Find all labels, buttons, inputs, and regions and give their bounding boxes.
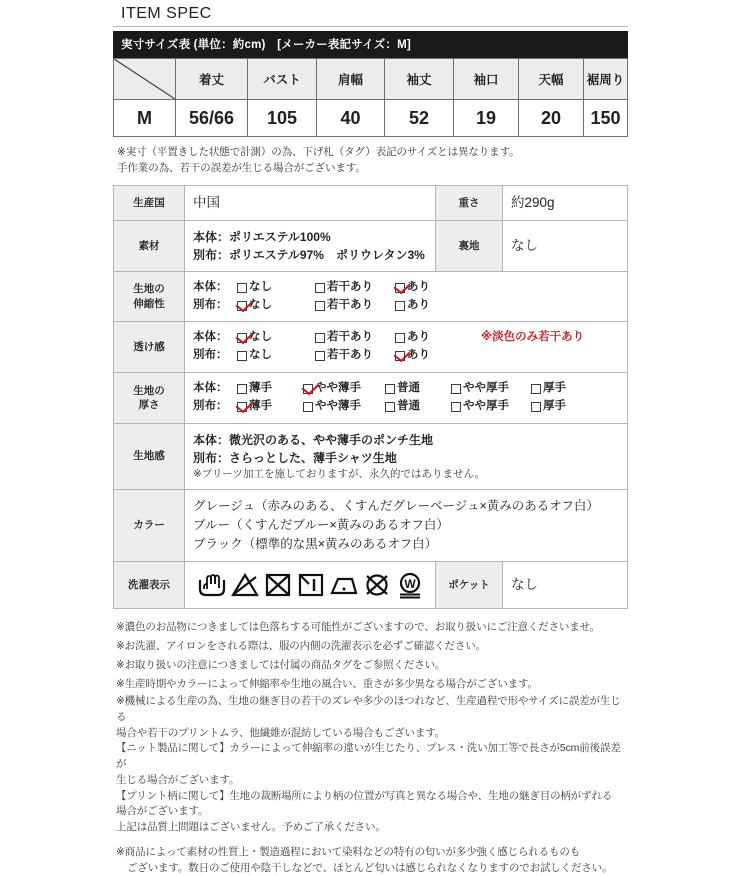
option-label: 若干あり [327, 298, 373, 311]
checkbox-icon[interactable] [303, 402, 313, 412]
stretch-label-line-1: 生地の [133, 283, 165, 296]
sheer-body-prefix: 本体： [193, 331, 228, 344]
checkbox-checked-icon[interactable] [237, 333, 247, 343]
option-label: やや厚手 [463, 382, 509, 395]
stretch-value [185, 271, 628, 322]
no-tumble-dry-icon [263, 571, 293, 599]
checkbox-icon[interactable] [315, 351, 325, 361]
stretch-other-option-1[interactable] [315, 297, 395, 315]
fabric-feel-label: 生地感 [114, 423, 185, 490]
footnote-6b: 生じる場合がございます。 [116, 773, 240, 786]
wet-clean-icon [395, 571, 425, 599]
footnote-9a: ※商品によって素材の性質上・製造過程において染料などの特有の匂いが多少強く感じられるものも [116, 845, 581, 858]
sheer-body-row [193, 329, 619, 347]
weight-value: 約290g [503, 185, 628, 220]
thickness-other-prefix: 別布： [193, 399, 228, 412]
sheer-body-option-0[interactable] [237, 329, 315, 347]
size-cell-0: 56/66 [176, 100, 248, 137]
size-table-corner-cell [114, 59, 176, 100]
stretch-other-option-0[interactable] [237, 297, 315, 315]
fabric-feel-value [185, 423, 628, 490]
size-col-header-4: 袖口 [454, 59, 519, 100]
option-label: 若干あり [327, 331, 373, 344]
material-line-body: 本体：ポリエステル100% [193, 229, 331, 244]
color-value [185, 490, 628, 561]
footnote-3: ※お取り扱いの注意につきましては付属の商品タグをご参照ください。 [116, 658, 446, 671]
material-value [185, 220, 436, 271]
stretch-other-option-2[interactable] [395, 297, 459, 315]
checkbox-checked-icon[interactable] [237, 301, 247, 311]
option-label: あり [407, 298, 430, 311]
thickness-label-line-1: 生地の [133, 384, 165, 397]
option-label: なし [249, 349, 272, 362]
stretch-body-option-1[interactable] [315, 279, 395, 297]
iron-low-icon [329, 571, 359, 599]
thickness-other-option-3[interactable] [451, 398, 531, 416]
stretch-other-row [193, 297, 619, 315]
checkbox-icon[interactable] [237, 384, 247, 394]
hand-wash-icon [197, 571, 227, 599]
spec-row-stretch [114, 271, 628, 322]
stretch-body-prefix: 本体： [193, 280, 228, 293]
size-table-header-row [114, 59, 628, 100]
material-line-other: 別布：ポリエステル97% ポリウレタン3% [193, 247, 425, 262]
thickness-body-option-2[interactable] [385, 380, 451, 398]
checkbox-icon[interactable] [385, 384, 395, 394]
checkbox-icon[interactable] [395, 301, 405, 311]
country-value: 中国 [185, 185, 436, 220]
footnote-6a: 【ニット製品に関して】カラーによって伸縮率の違いが生じたり、プレス・洗い加工等で長さが5cm前後誤差が [116, 742, 621, 771]
drip-dry-in-shade-icon [296, 571, 326, 599]
size-cell-5: 20 [519, 100, 584, 137]
size-table [113, 58, 628, 137]
page-title: ITEM SPEC [121, 5, 212, 22]
thickness-other-option-4[interactable] [531, 398, 566, 416]
footnote-block-5 [116, 694, 628, 836]
size-cell-3: 52 [385, 100, 454, 137]
lining-value: なし [503, 220, 628, 271]
size-cell-1: 105 [248, 100, 317, 137]
sheer-other-row [193, 347, 619, 365]
option-label: 若干あり [327, 349, 373, 362]
option-label: やや薄手 [315, 382, 361, 395]
option-label: あり [407, 331, 430, 344]
fabric-feel-line-1: 本体：微光沢のある、やや薄手のポンチ生地 [193, 432, 434, 447]
checkbox-checked-icon[interactable] [237, 402, 247, 412]
spec-row-sheerness [114, 322, 628, 373]
country-label: 生産国 [114, 185, 185, 220]
size-row-label: M [114, 100, 176, 137]
option-label: なし [249, 298, 272, 311]
footnote-2: ※お洗濯、アイロンをされる際は、服の内側の洗濯表示を必ずご確認ください。 [116, 639, 486, 652]
size-cell-2: 40 [317, 100, 385, 137]
thickness-other-row [193, 398, 619, 416]
spec-table [113, 185, 628, 609]
thickness-other-option-0[interactable] [237, 398, 303, 416]
thickness-value [185, 373, 628, 424]
sheerness-red-note: ※淡色のみ若干あり [481, 331, 585, 344]
thickness-label-line-2: 厚さ [138, 398, 160, 411]
thickness-body-option-0[interactable] [237, 380, 303, 398]
weight-label: 重さ [436, 185, 503, 220]
care-label: 洗濯表示 [114, 561, 185, 608]
stretch-label [114, 271, 185, 322]
option-label: 若干あり [327, 280, 373, 293]
checkbox-icon[interactable] [315, 283, 325, 293]
checkbox-icon[interactable] [237, 351, 247, 361]
footnote-7b: 場合がございます。 [116, 805, 209, 818]
checkbox-icon[interactable] [237, 283, 247, 293]
color-label: カラー [114, 490, 185, 561]
option-label: 厚手 [543, 399, 566, 412]
care-symbols [185, 561, 436, 608]
no-dry-clean-icon [362, 571, 392, 599]
fabric-feel-note: ※プリーツ加工を施しておりますが、永久的ではありません。 [193, 467, 486, 480]
thickness-body-option-1[interactable] [303, 380, 385, 398]
color-option-0: グレージュ（赤みのある、くすんだグレーベージュ×黄みのあるオフ白） [193, 499, 599, 514]
spec-row-care [114, 561, 628, 608]
thickness-body-option-3[interactable] [451, 380, 531, 398]
checkbox-icon[interactable] [451, 402, 461, 412]
checkbox-checked-icon[interactable] [303, 384, 313, 394]
no-bleach-icon [230, 571, 260, 599]
size-col-header-3: 袖丈 [385, 59, 454, 100]
size-table-note [113, 137, 628, 185]
size-col-header-6: 裾周り [584, 59, 628, 100]
checkbox-icon[interactable] [315, 333, 325, 343]
sheerness-value [185, 322, 628, 373]
care-symbol-list [193, 569, 427, 601]
checkbox-icon[interactable] [385, 402, 395, 412]
option-label: やや厚手 [463, 399, 509, 412]
svg-text:W: W [404, 576, 416, 591]
option-label: 薄手 [249, 399, 272, 412]
option-label: 普通 [397, 382, 420, 395]
color-option-2: ブラック（標準的な黒×黄みのあるオフ白） [193, 536, 438, 551]
footnote-9b: ございます。数日のご使用や陰干しなどで、ほとんど匂いは感じられなくなりますのでお試しください。 [127, 861, 613, 874]
footnote-4: ※生産時期やカラーによって伸縮率や生地の風合い、重さが多少異なる場合がございます。 [116, 677, 538, 690]
lining-label: 裏地 [436, 220, 503, 271]
size-table-caption: 実寸サイズ表 (単位：約cm) [メーカー表記サイズ：M] [113, 31, 628, 58]
spec-row-thickness [114, 373, 628, 424]
size-cell-6: 150 [584, 100, 628, 137]
size-cell-4: 19 [454, 100, 519, 137]
size-col-header-2: 肩幅 [317, 59, 385, 100]
sheer-body-option-2[interactable] [395, 329, 459, 347]
pocket-value: なし [503, 561, 628, 608]
size-note-line-1: ※実寸（平置きした状態で計測）の為、下げ札（タグ）表記のサイズとは異なります。 [117, 146, 520, 158]
footnote-spacer [116, 836, 628, 845]
stretch-body-option-0[interactable] [237, 279, 315, 297]
footnote-8: 上記は品質上問題はございません。予めご了承ください。 [116, 821, 386, 834]
option-label: なし [249, 280, 272, 293]
stretch-body-option-2[interactable] [395, 279, 459, 297]
thickness-other-option-1[interactable] [303, 398, 385, 416]
spec-row-color [114, 490, 628, 561]
sheer-other-option-1[interactable] [315, 347, 395, 365]
option-label: なし [249, 331, 272, 344]
spec-content [113, 0, 628, 876]
checkbox-icon[interactable] [531, 384, 541, 394]
footnote-1: ※濃色のお品物につきましては色落ちする可能性がございますので、お取り扱いにご注意くださいませ。 [116, 620, 601, 633]
option-label: 薄手 [249, 382, 272, 395]
size-col-header-5: 天幅 [519, 59, 584, 100]
stretch-body-row [193, 279, 619, 297]
checkbox-icon[interactable] [395, 333, 405, 343]
footnote-block-9 [116, 845, 628, 876]
material-label: 素材 [114, 220, 185, 271]
option-label: 普通 [397, 399, 420, 412]
spec-row-fabric-feel [114, 423, 628, 490]
thickness-body-option-4[interactable] [531, 380, 566, 398]
thickness-body-prefix: 本体： [193, 382, 228, 395]
stretch-label-line-2: 伸縮性 [133, 297, 165, 310]
option-label: 厚手 [543, 382, 566, 395]
thickness-body-row [193, 380, 619, 398]
checkbox-icon[interactable] [531, 402, 541, 412]
size-table-row [114, 100, 628, 137]
sheer-other-prefix: 別布： [193, 349, 228, 362]
checkbox-checked-icon[interactable] [395, 283, 405, 293]
pocket-label: ポケット [436, 561, 503, 608]
color-option-1: ブルー（くすんだブルー×黄みのあるオフ白） [193, 518, 449, 533]
footnotes [113, 609, 628, 876]
size-note-line-2: 手作業の為、若干の誤差が生じる場合がございます。 [117, 162, 366, 175]
checkbox-icon[interactable] [315, 301, 325, 311]
sheer-other-option-0[interactable] [237, 347, 315, 365]
fabric-feel-line-2: 別布：さらっとした、薄手シャツ生地 [193, 450, 397, 465]
sheerness-label: 透け感 [114, 322, 185, 373]
stretch-other-prefix: 別布： [193, 298, 228, 311]
footnote-7a: 【プリント柄に関して】生地の裁断場所により柄の位置が写真と異なる場合や、生地の継ぎ目の柄がずれる [116, 789, 613, 802]
option-label: やや薄手 [315, 399, 361, 412]
thickness-other-option-2[interactable] [385, 398, 451, 416]
option-label: あり [407, 280, 430, 293]
thickness-label [114, 373, 185, 424]
spec-row-country [114, 185, 628, 220]
size-col-header-1: バスト [248, 59, 317, 100]
option-label: あり [407, 349, 430, 362]
size-col-header-0: 着丈 [176, 59, 248, 100]
sheer-body-option-1[interactable] [315, 329, 395, 347]
checkbox-checked-icon[interactable] [395, 351, 405, 361]
sheer-other-option-2[interactable] [395, 347, 459, 365]
footnote-5b: 場合や若干のプリントムラ、他繊維が混紡している場合もございます。 [116, 726, 446, 739]
footnote-5a: ※機械による生産の為、生地の継ぎ目の若干のズレや多少のほつれなど、生産過程で形やサイズに誤差が生じる [116, 695, 621, 723]
checkbox-icon[interactable] [451, 384, 461, 394]
spec-row-material [114, 220, 628, 271]
